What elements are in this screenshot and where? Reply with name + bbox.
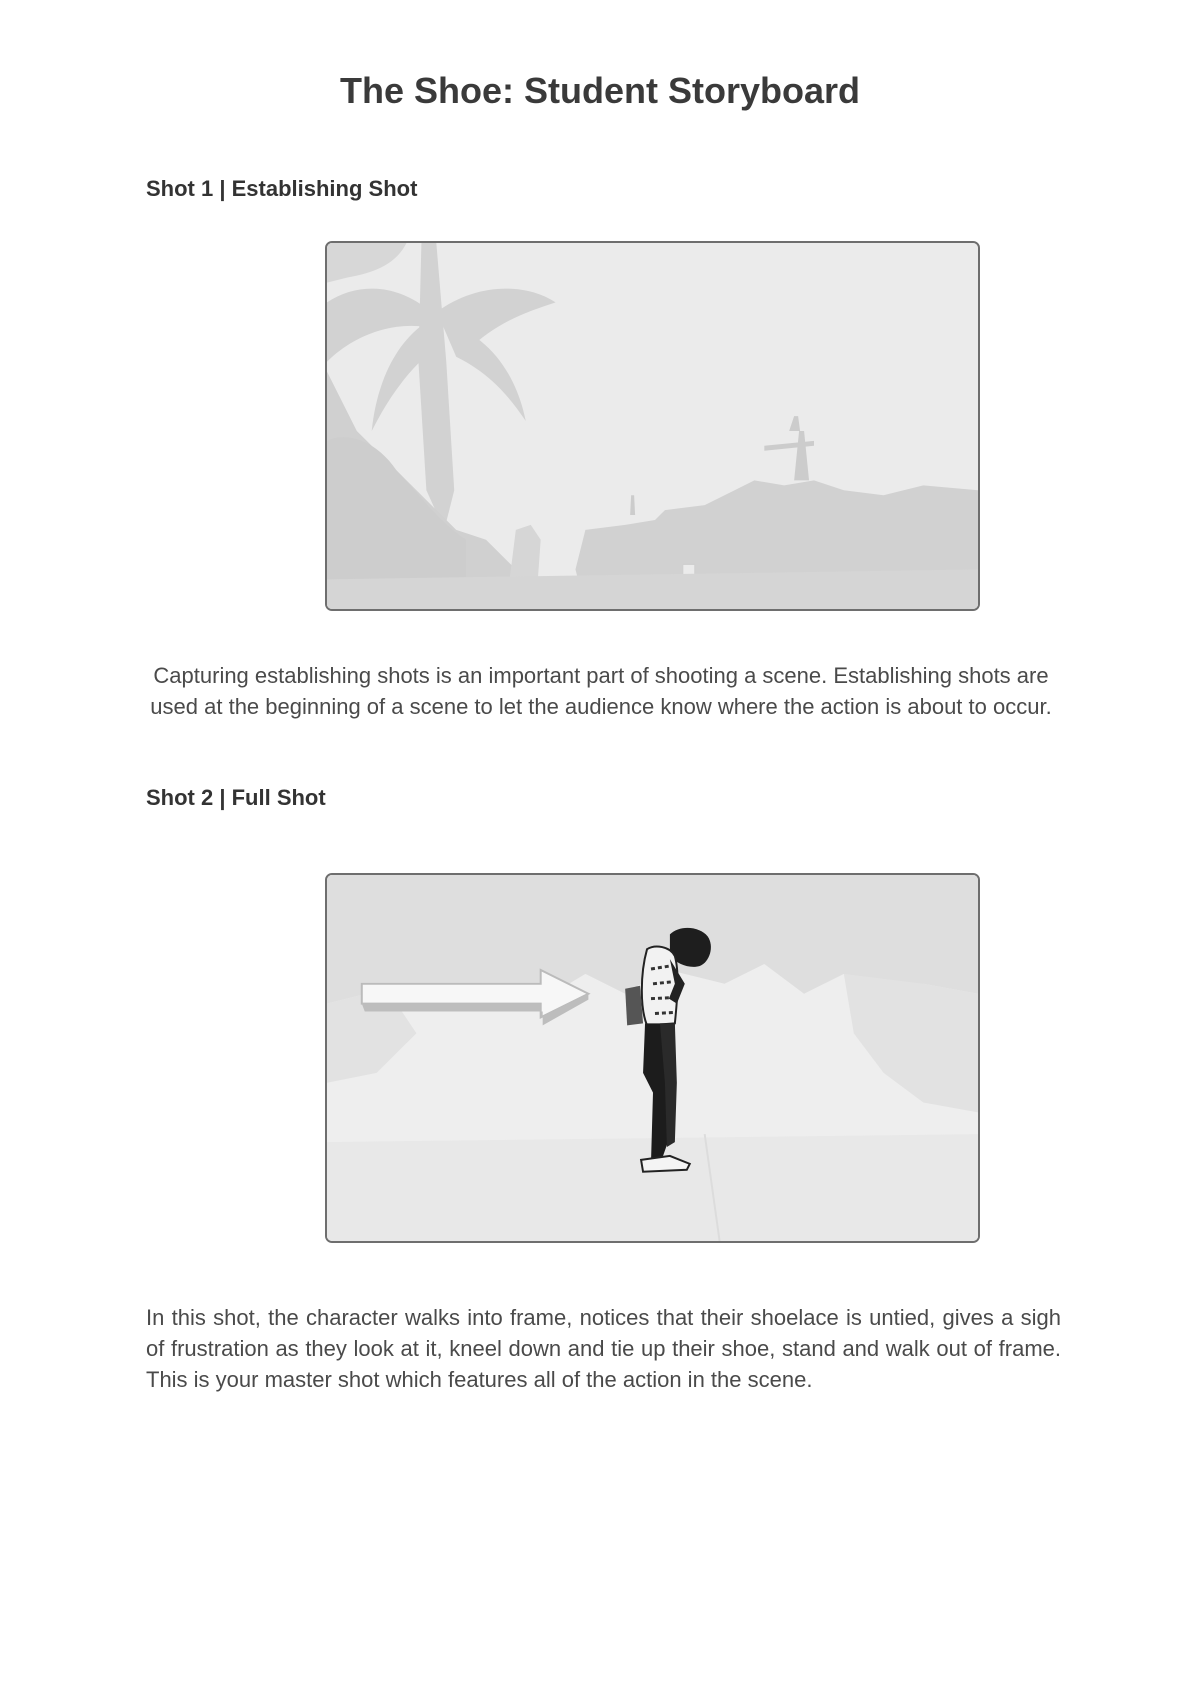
establishing-scene-illustration xyxy=(327,243,978,609)
shot-2-frame xyxy=(325,873,980,1243)
full-shot-character-illustration xyxy=(327,875,978,1241)
shot-1-caption: Capturing establishing shots is an important part of shooting a scene. Establishing shots are used at the beginning of a scene to let the audience know where the action is about to occur. xyxy=(150,663,1052,719)
shot-2-caption: In this shot, the character walks into frame, notices that their shoelace is untied, gives a sigh of frustration as they look at it, kneel down and tie up their shoe, stand and walk out of frame. This is your master shot which features all of the action in the scene. xyxy=(146,1305,1061,1392)
page-title: The Shoe: Student Storyboard xyxy=(339,70,860,111)
shot-1-heading: Shot 1 | Establishing Shot xyxy=(146,176,418,201)
shot-2-heading: Shot 2 | Full Shot xyxy=(146,785,326,810)
shot-1-frame xyxy=(325,241,980,611)
